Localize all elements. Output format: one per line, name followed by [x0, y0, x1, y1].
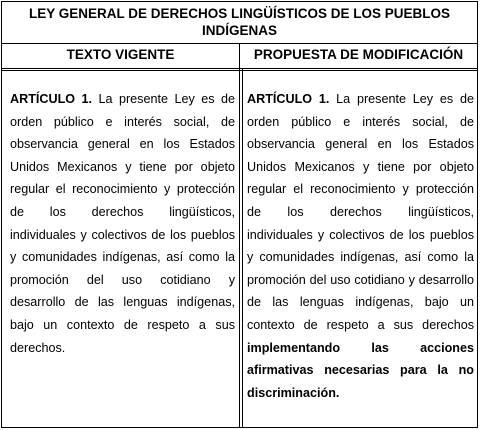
current-article-label: ARTÍCULO 1. — [10, 92, 93, 106]
proposed-text-cell — [247, 88, 474, 404]
column-divider — [239, 44, 240, 427]
law-title-line-1: LEY GENERAL DE DERECHOS LINGÜÍSTICOS DE LOS PUEBLOS — [28, 6, 451, 21]
comparison-table — [1, 1, 478, 428]
law-title — [2, 2, 477, 44]
column-divider-inner — [242, 69, 243, 427]
proposed-article-label: ARTÍCULO 1. — [247, 92, 330, 106]
current-article-text: La presente Ley es de orden público e interés social, de observancia general en los Estados Unidos Mexicanos y tiene por objeto regular el reconocimiento y protección de los derechos lingüísticos, individuales y colectivos de los pueblos y comunidades indígenas, así como la promoción del uso cotidiano y desarrollo de las lenguas indígenas, bajo un contexto de respeto a sus derechos. — [10, 92, 235, 355]
current-text-cell — [10, 88, 235, 359]
header-propuesta-modificacion: PROPUESTA DE MODIFICACIÓN — [253, 47, 464, 62]
law-title-line-2: INDÍGENAS — [201, 23, 277, 38]
proposed-added-text: implementando las acciones afirmativas necesarias para la no discriminación. — [247, 340, 474, 400]
header-texto-vigente: TEXTO VIGENTE — [66, 47, 175, 62]
proposed-article-text: La presente Ley es de orden público e interés social, de observancia general en los Estados Unidos Mexicanos y tiene por objeto regular el reconocimiento y protección de los derechos lingüísticos, individuales y colectivos de los pueblos y comunidades indígenas, así como la promoción del uso cotidiano y desarrollo de las lenguas indígenas, bajo un contexto de respeto a sus derechos — [247, 92, 474, 332]
